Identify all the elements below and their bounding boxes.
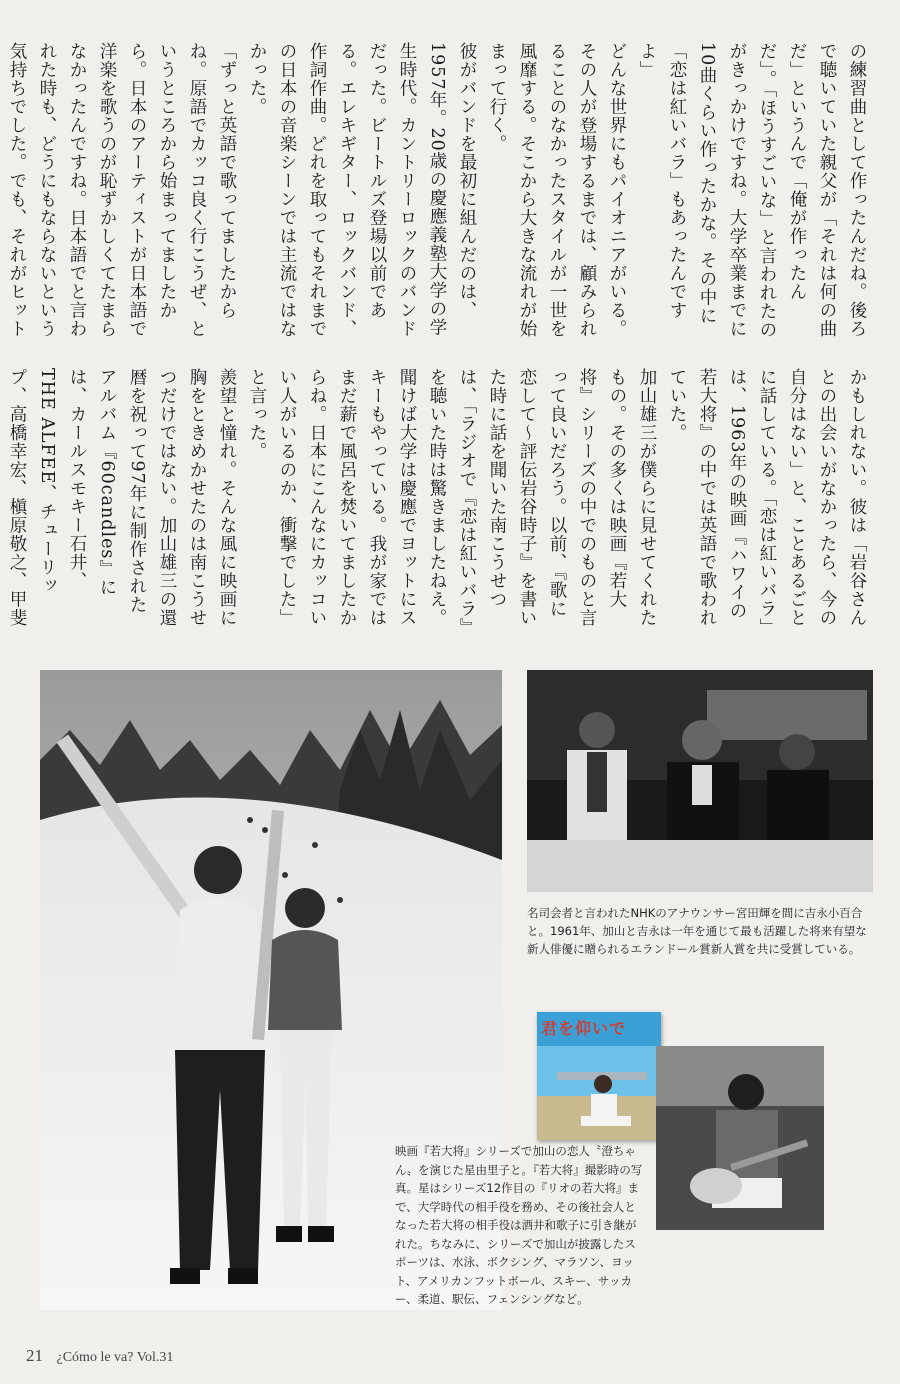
middle-article	[7, 368, 872, 630]
magazine-name: ¿Cómo le va? Vol.31	[56, 1350, 174, 1365]
top-article	[7, 42, 872, 342]
award-photo-caption: 名司会者と言われたNHKのアナウンサー宮田輝を間に吉永小百合と。1961年、加山と吉永は一年を通じて最も活躍した将来有望な新人俳優に贈られるエランドール賞新人賞を共に受賞している。	[527, 906, 867, 956]
ski-photo-caption: 映画『若大将』シリーズで加山の恋人〝澄ちゃん〟を演じた星由里子と。『若大将』撮影時の写真。星はシリーズ12作目の『リオの若大将』まで、大学時代の相手役を務め、その後社会人となった若大将の相手役は酒井和歌子に引き継がれた。ちなみに、シリーズで加山が披露したスポーツは、水泳、ボクシング、マラソン、ヨット、アメリカンフットボール、スキー、サッカー、柔道、駅伝、フェンシングなど。	[395, 1144, 643, 1306]
middle-paragraph-3: 羨望と憧れ。そんな風に映画に胸をときめかせたのは南こうせつだけではない。加山雄三の還暦を祝って97年に制作されたアルバム『60candles』には、カールスモキー石井、THE ALFEE、チューリップ、高橋幸宏、槇原敬之、甲斐	[7, 368, 237, 627]
middle-paragraph-1: かもしれない。彼は「岩谷さんとの出会いがなかったら、今の自分はない」と、ことあるごとに話している。「恋は紅いバラ」は、1963年の映画『ハワイの若大将』の中では英語で歌われていた。	[667, 368, 867, 628]
top-paragraph-1: の練習曲として作ったんだね。後ろで聴いていた親父が「それは何の曲だ」というんで「俺が作ったんだ」。「ほうすごいな」と言われたのがきっかけですね。大学卒業までに10曲くらい作ったかな。その中に「恋は紅いバラ」もあったんですよ」	[637, 42, 867, 339]
top-paragraph-4: 「ずっと英語で歌ってましたからね。原語でカッコ良く行こうぜ、というところから始まってましたから。日本のアーティストが日本語で洋楽を歌うのが恥ずかしくてたまらなかったんですね。日本語でと言われた時も、どうにもならないという気持ちでした。でも、それがヒット	[7, 42, 237, 338]
guitar-photo	[656, 1046, 824, 1230]
middle-paragraph-2: 加山雄三が僕らに見せてくれたもの。その多くは映画『若大将』シリーズの中でのものと言って良いだろう。以前、『歌に恋して〜評伝岩谷時子』を書いた時に話を聞いた南こうせつは、「ラジオで『恋は紅いバラ』を聴いた時は驚きましたねえ。聞けば大学は慶應でヨットにスキーもやっている。我が家ではまだ薪で風呂を焚いてましたからね。日本にこんなにカッコいい人がいるのか、衝撃でした」と言った。	[247, 368, 657, 628]
page-number: 21	[26, 1346, 43, 1365]
record-sleeve-title: 君を仰いで	[541, 1019, 627, 1038]
page-footer	[26, 1346, 173, 1366]
top-paragraph-2: どんな世界にもパイオニアがいる。その人が登場するまでは、顧みられることのなかったスタイルが一世を風靡する。そこから大きな流れが始まって行く。	[487, 42, 627, 338]
award-photo	[527, 670, 873, 892]
top-paragraph-3: 彼がバンドを最初に組んだのは、1957年。20歳の慶應義塾大学の学生時代。カントリーロックのバンドだった。ビートルズ登場以前である。エレキギター、ロックバンド、作詞作曲。どれを取ってもそれまでの日本の音楽シーンでは主流ではなかった。	[247, 42, 477, 338]
record-sleeve	[537, 1012, 661, 1140]
